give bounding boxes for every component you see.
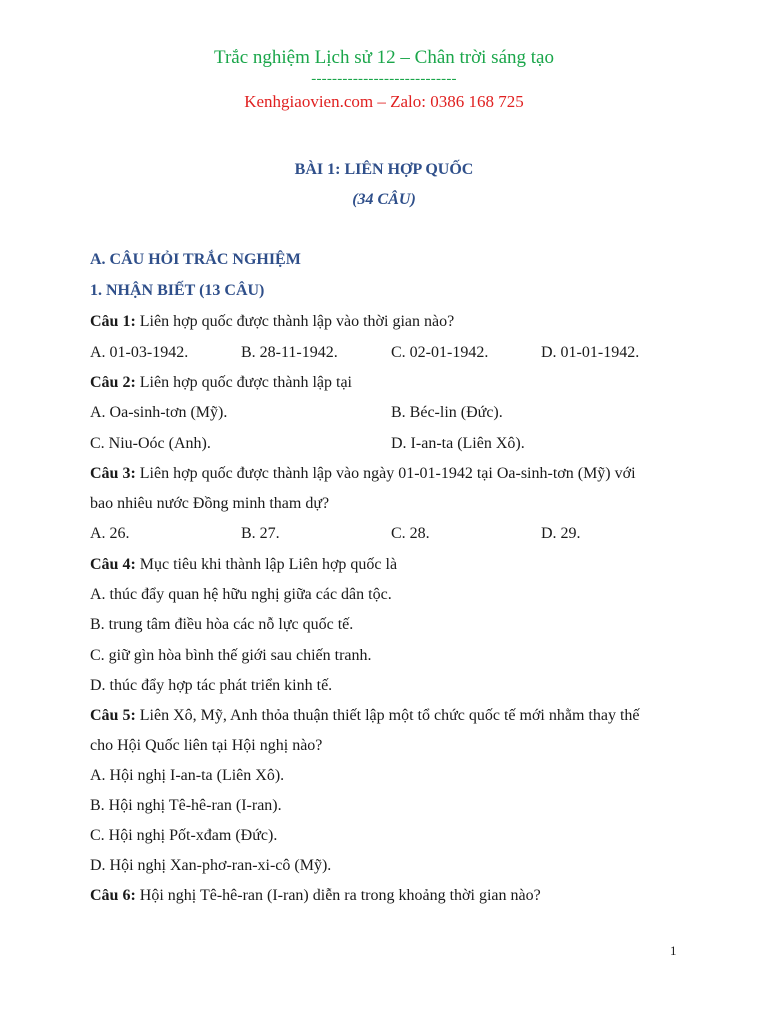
- option-c: C. Hội nghị Pốt-xđam (Đức).: [90, 827, 278, 844]
- question-label: Câu 4:: [90, 556, 136, 573]
- question-6: [90, 887, 541, 905]
- option-b: B. trung tâm điều hòa các nỗ lực quốc tế.: [90, 616, 354, 633]
- header-divider: ----------------------------: [311, 71, 457, 87]
- option-d: D. 01-01-1942.: [541, 344, 640, 361]
- question-label: Câu 6:: [90, 887, 136, 904]
- question-text: Liên hợp quốc được thành lập vào thời gian nào?: [135, 313, 455, 330]
- option-b: B. 28-11-1942.: [241, 344, 338, 361]
- option-a: A. thúc đẩy quan hệ hữu nghị giữa các dân tộc.: [90, 586, 392, 603]
- section-heading: A. CÂU HỎI TRẮC NGHIỆM: [90, 251, 301, 268]
- lesson-question-count: (34 CÂU): [352, 191, 416, 208]
- question-text: Liên hợp quốc được thành lập vào ngày 01-01-1942 tại Oa-sinh-tơn (Mỹ) với: [135, 465, 636, 482]
- question-label: Câu 5:: [90, 707, 136, 724]
- question-4: [90, 556, 397, 574]
- subsection-heading: 1. NHẬN BIẾT (13 CÂU): [90, 282, 265, 299]
- option-d: D. I-an-ta (Liên Xô).: [391, 435, 525, 452]
- option-a: A. Oa-sinh-tơn (Mỹ).: [90, 404, 228, 421]
- question-label: Câu 2:: [90, 374, 136, 391]
- question-1: [90, 313, 454, 331]
- option-c: C. 02-01-1942.: [391, 344, 489, 361]
- page-number: 1: [670, 943, 677, 958]
- option-b: B. Béc-lin (Đức).: [391, 404, 503, 421]
- question-text: Hội nghị Tê-hê-ran (I-ran) diễn ra trong khoảng thời gian nào?: [135, 887, 541, 904]
- option-c: C. 28.: [391, 525, 430, 542]
- option-d: D. Hội nghị Xan-phơ-ran-xi-cô (Mỹ).: [90, 857, 332, 874]
- question-label: Câu 1:: [90, 313, 136, 330]
- option-a: A. 01-03-1942.: [90, 344, 189, 361]
- question-text-continued: cho Hội Quốc liên tại Hội nghị nào?: [90, 737, 323, 754]
- option-a: A. Hội nghị I-an-ta (Liên Xô).: [90, 767, 285, 784]
- option-d: D. 29.: [541, 525, 581, 542]
- option-c: C. Niu-Oóc (Anh).: [90, 435, 211, 452]
- option-b: B. Hội nghị Tê-hê-ran (I-ran).: [90, 797, 282, 814]
- lesson-title: BÀI 1: LIÊN HỢP QUỐC: [294, 161, 474, 178]
- question-5: [90, 707, 639, 725]
- question-text: Mục tiêu khi thành lập Liên hợp quốc là: [135, 556, 398, 573]
- header-contact: Kenhgiaovien.com – Zalo: 0386 168 725: [244, 92, 524, 111]
- question-2: [90, 374, 352, 392]
- question-3: [90, 465, 636, 483]
- option-a: A. 26.: [90, 525, 130, 542]
- question-label: Câu 3:: [90, 465, 136, 482]
- option-d: D. thúc đẩy hợp tác phát triển kinh tế.: [90, 677, 333, 694]
- option-c: C. giữ gìn hòa bình thế giới sau chiến tranh.: [90, 647, 372, 664]
- document-header-title: Trắc nghiệm Lịch sử 12 – Chân trời sáng tạo: [214, 47, 554, 68]
- question-text: Liên Xô, Mỹ, Anh thỏa thuận thiết lập một tổ chức quốc tế mới nhằm thay thế: [135, 707, 640, 724]
- option-b: B. 27.: [241, 525, 280, 542]
- question-text: Liên hợp quốc được thành lập tại: [135, 374, 352, 391]
- question-text-continued: bao nhiêu nước Đồng minh tham dự?: [90, 495, 330, 512]
